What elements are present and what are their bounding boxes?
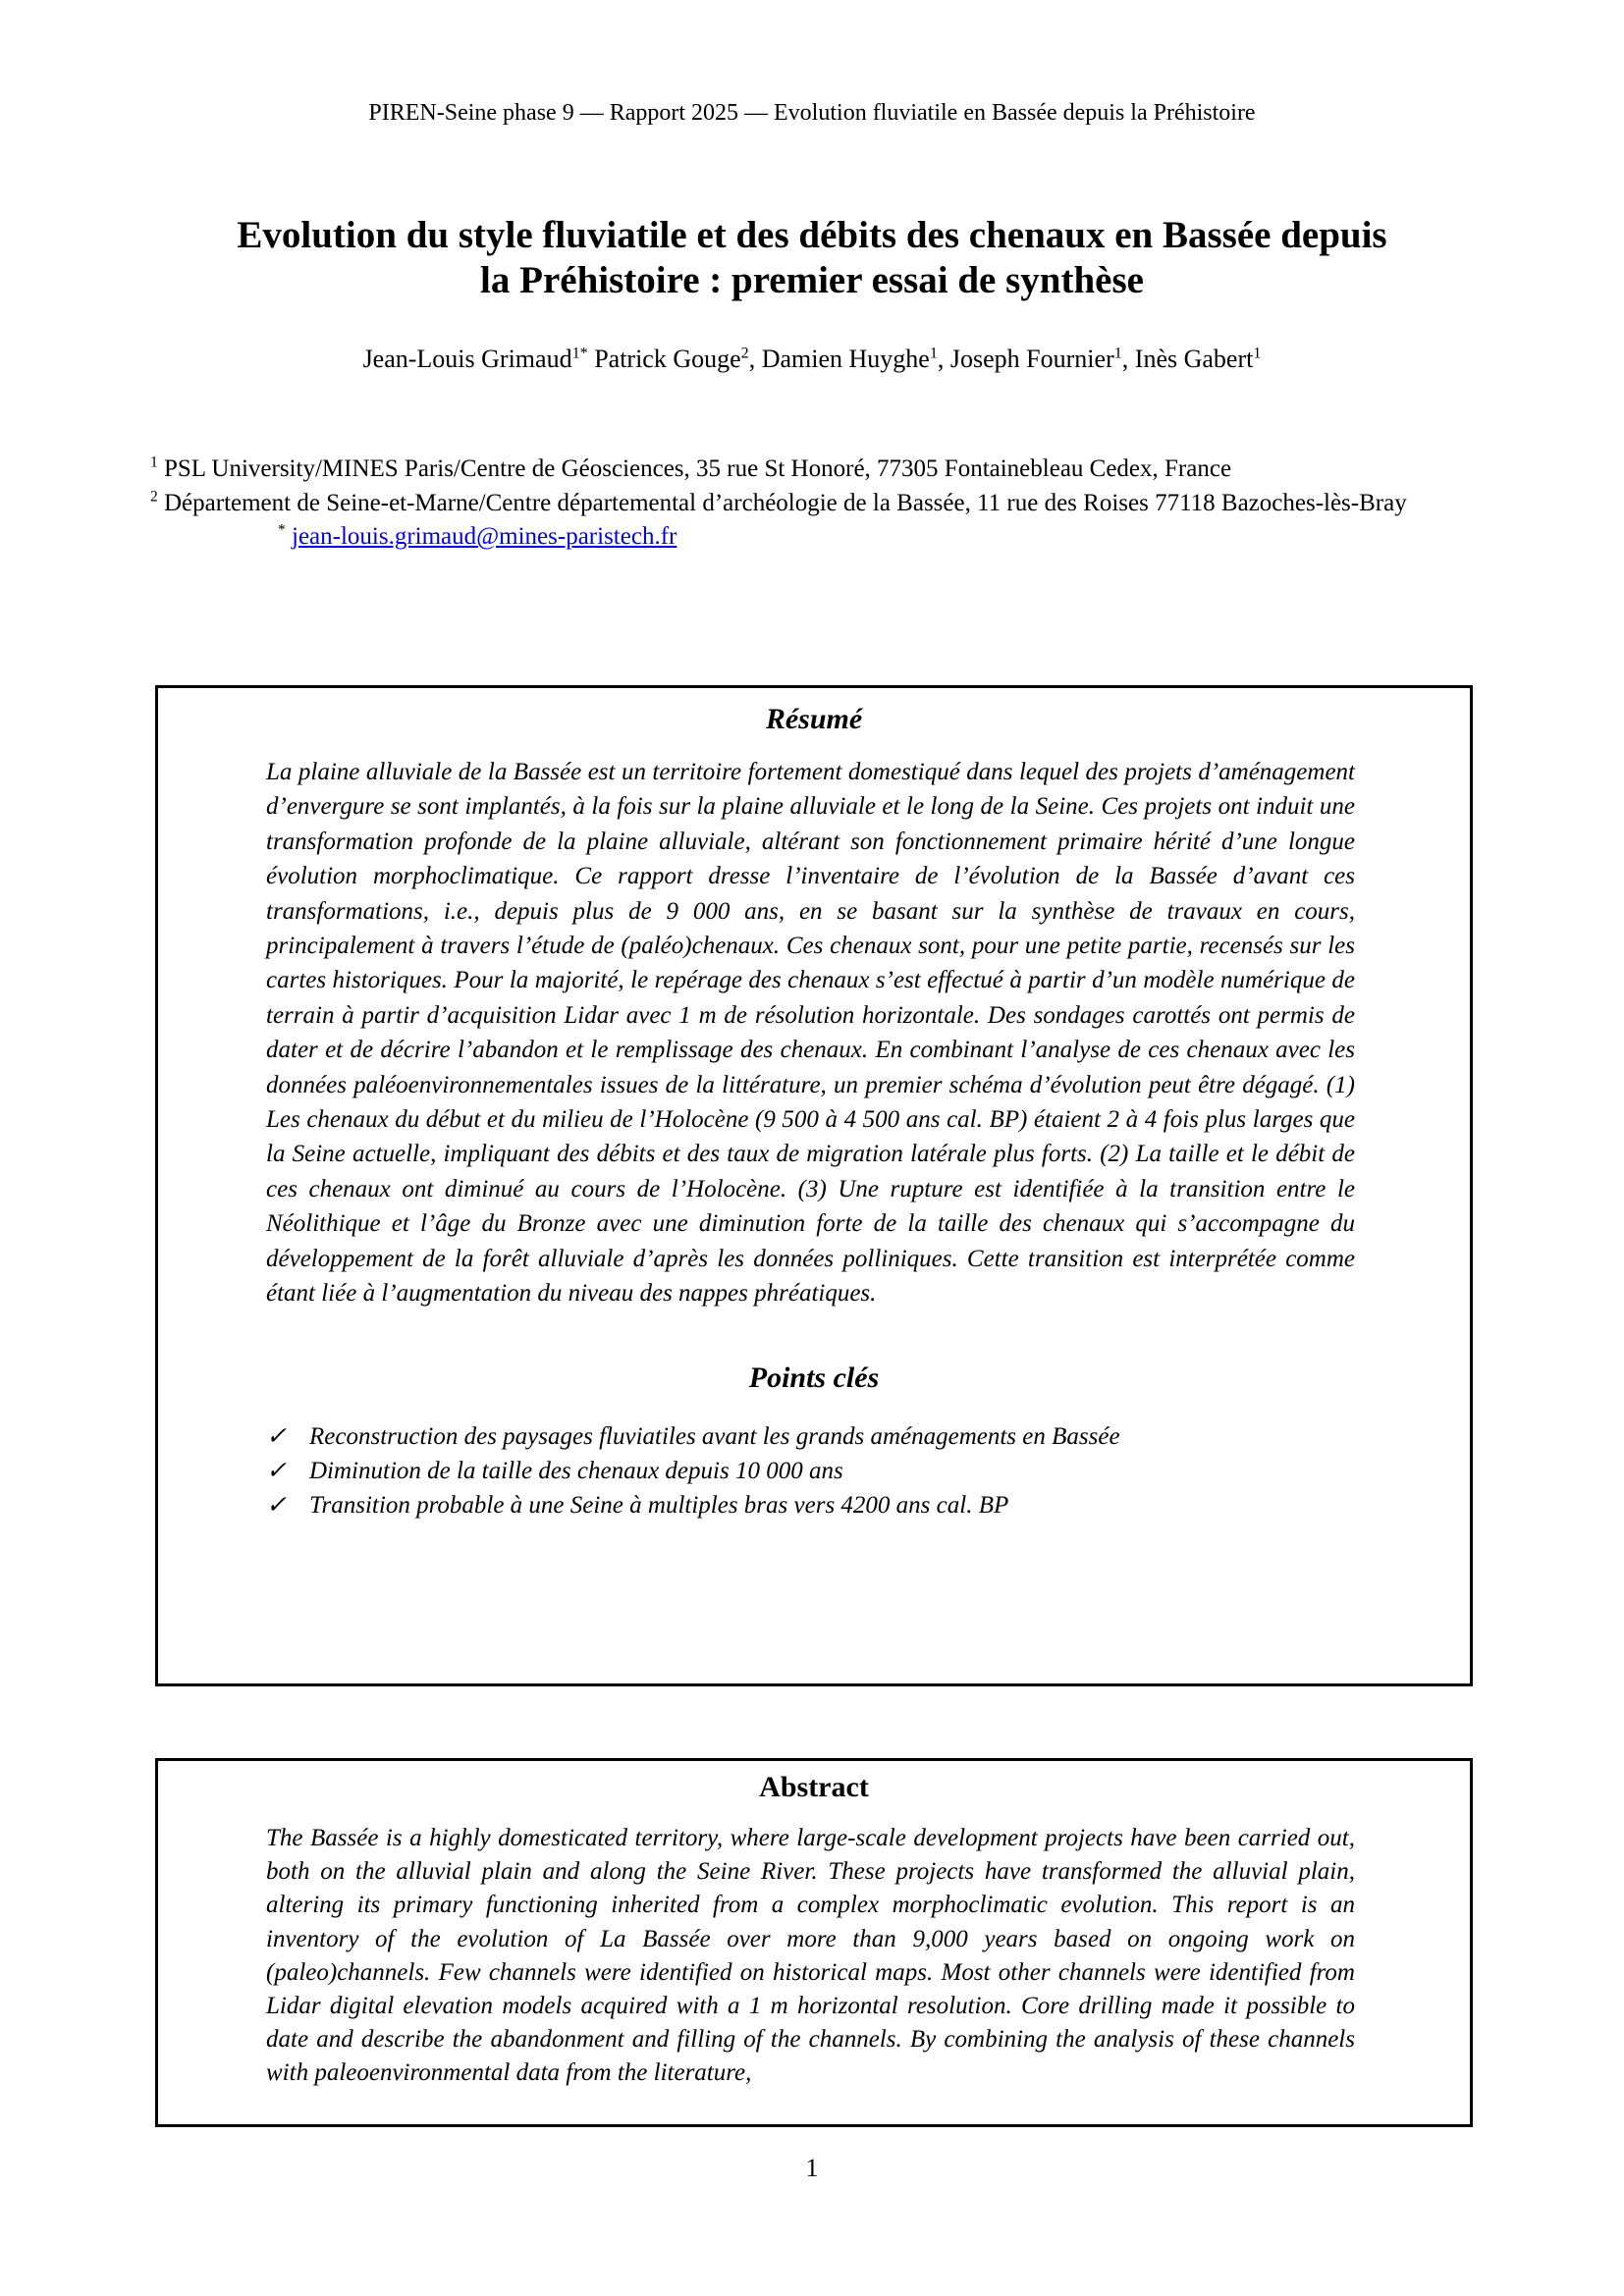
affiliation-superscript: 1 xyxy=(150,454,158,471)
page-number: 1 xyxy=(805,2154,819,2182)
page-title xyxy=(147,213,1477,303)
key-point-text: Diminution de la taille des chenaux depuis 10 000 ans xyxy=(309,1457,843,1484)
email-line xyxy=(150,520,1476,555)
affiliations-block xyxy=(150,453,1476,555)
check-icon: ✓ xyxy=(266,1422,287,1450)
affiliation-text: Département de Seine-et-Marne/Centre départemental d’archéologie de la Bassée, 11 rue des Roises 77118 Bazoches-lès-Bray xyxy=(164,489,1407,516)
author-separator: , xyxy=(1121,345,1135,373)
email-superscript: * xyxy=(278,521,286,539)
resume-box xyxy=(155,685,1473,1686)
affiliation-superscript: 2 xyxy=(150,488,158,506)
page-title-line2: la Préhistoire : premier essai de synthèse xyxy=(480,259,1144,301)
abstract-heading: Abstract xyxy=(759,1771,869,1803)
check-icon: ✓ xyxy=(266,1457,287,1484)
affiliation-line-2 xyxy=(150,487,1476,521)
resume-heading: Résumé xyxy=(765,703,863,735)
email-link[interactable]: jean-louis.grimaud@mines-paristech.fr xyxy=(292,523,677,550)
key-point-text: Transition probable à une Seine à multiples bras vers 4200 ans cal. BP xyxy=(309,1491,1009,1519)
author-separator: , xyxy=(748,345,762,373)
author-name: Damien Huyghe xyxy=(761,345,930,373)
affiliation-line-1 xyxy=(150,453,1476,487)
author xyxy=(594,345,762,373)
author xyxy=(950,345,1135,373)
author-superscript: 1 xyxy=(1113,345,1122,362)
author-name: Inès Gabert xyxy=(1134,345,1254,373)
author xyxy=(762,345,950,373)
author-name: Patrick Gouge xyxy=(594,345,741,373)
key-points-list xyxy=(266,1419,1355,1522)
author-name: Jean-Louis Grimaud xyxy=(362,345,572,373)
running-header: PIREN-Seine phase 9 — Rapport 2025 — Evolution fluviatile en Bassée depuis la Préhistoire xyxy=(368,100,1256,126)
author-superscript: 2 xyxy=(740,345,749,362)
author-superscript: 1* xyxy=(571,345,588,362)
key-point-text: Reconstruction des paysages fluviatiles avant les grands aménagements en Bassée xyxy=(309,1422,1120,1450)
abstract-body: The Bassée is a highly domesticated territory, where large-scale development projects have been carried out, both on the alluvial plain and along the Seine River. These projects have transformed the alluvial plain, altering its primary functioning inherited from a complex morphoclimatic evolution. This report is an inventory of the evolution of La Bassée over more than 9,000 years based on ongoing work on (paleo)channels. Few channels were identified on historical maps. Most other channels were identified from Lidar digital elevation models acquired with a 1 m horizontal resolution. Core drilling made it possible to date and describe the abandonment and filling of the channels. By combining the analysis of these channels with paleoenvironmental data from the literature, xyxy=(266,1825,1355,2087)
check-icon: ✓ xyxy=(266,1491,287,1519)
author-separator: , xyxy=(937,345,950,373)
affiliation-text: PSL University/MINES Paris/Centre de Géosciences, 35 rue St Honoré, 77305 Fontainebleau Cedex, France xyxy=(164,455,1232,482)
abstract-box xyxy=(155,1758,1473,2127)
key-point-item xyxy=(266,1488,1355,1522)
author-name: Joseph Fournier xyxy=(949,345,1114,373)
author-superscript: 1 xyxy=(929,345,938,362)
resume-body: La plaine alluviale de la Bassée est un territoire fortement domestiqué dans lequel des projets d’aménagement d’envergure se sont implantés, à la fois sur la plaine alluviale et le long de la Seine. Ces projets ont induit une transformation profonde de la plaine alluviale, altérant son fonctionnement primaire hérité d’une longue évolution morphoclimatique. Ce rapport dresse l’inventaire de l’évolution de la Bassée d’avant ces transformations, i.e., depuis plus de 9 000 ans, en se basant sur la synthèse de travaux en cours, principalement à travers l’étude de (paléo)chenaux. Ces chenaux sont, pour une petite partie, recensés sur les cartes historiques. Pour la majorité, le repérage des chenaux s’est effectué à partir d’un modèle numérique de terrain à partir d’acquisition Lidar avec 1 m de résolution horizontale. Des sondages carottés ont permis de dater et de décrire l’abandon et le remplissage des chenaux. En combinant l’analyse de ces chenaux avec les données paléoenvironnementales issues de la littérature, un premier schéma d’évolution peut être dégagé. (1) Les chenaux du début et du milieu de l’Holocène (9 500 à 4 500 ans cal. BP) étaient 2 à 4 fois plus larges que la Seine actuelle, impliquant des débits et des taux de migration latérale plus forts. (2) La taille et le débit de ces chenaux ont diminué au cours de l’Holocène. (3) Une rupture est identifiée à la transition entre le Néolithique et l’âge du Bronze avec une diminution forte de la taille des chenaux qui s’accompagne du développement de la forêt alluviale d’après les données polliniques. Cette transition est interprétée comme étant liée à l’augmentation du niveau des nappes phréatiques. xyxy=(266,759,1355,1308)
key-point-item xyxy=(266,1454,1355,1488)
author-superscript: 1 xyxy=(1253,345,1262,362)
key-point-item xyxy=(266,1419,1355,1454)
authors-line xyxy=(118,343,1506,376)
page-title-line1: Evolution du style fluviatile et des débits des chenaux en Bassée depuis xyxy=(237,214,1387,256)
author xyxy=(1135,345,1262,373)
author xyxy=(363,345,595,373)
key-points-heading: Points clés xyxy=(748,1361,880,1394)
